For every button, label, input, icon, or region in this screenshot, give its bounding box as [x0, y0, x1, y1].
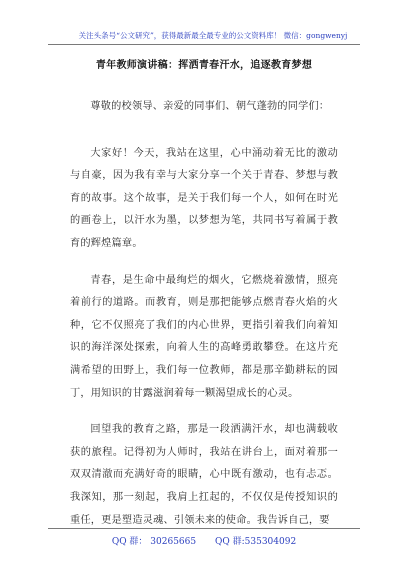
- paragraph: 大家好！今天，我站在这里，心中涌动着无比的激动与自豪，因为我有幸与大家分享一个关于青春、梦想与教育的故事。这个故事，是关于我们每一个人，如何在时光的画卷上，以汗水为墨，以梦想为笔，共同书写着属于教育的辉煌篇章。: [70, 147, 338, 249]
- paragraph: 回望我的教育之路，那是一段洒满汗水，却也满载收获的旅程。记得初为人师时，我站在讲台上，面对着那一双双清澈而充满好奇的眼睛，心中既有激动，也有忐忑。我深知，那一刻起，我肩上扛起的，不仅仅是传授知识的重任，更是塑造灵魂、引领未来的使命。我告诉自己，要: [70, 424, 338, 526]
- qq-group-1: QQ 群： 30265665: [111, 537, 197, 547]
- header-divider: [48, 44, 360, 45]
- paragraph: 青春，是生命中最绚烂的烟火，它燃烧着激情，照亮着前行的道路。而教育，则是那把能够点燃青春火焰的火种，它不仅照亮了我们的内心世界，更指引着我们向着知识的海洋深处探索，向着人生的高峰勇敢攀登。在这片充满希望的田野上，我们每一位教师，都是那辛勤耕耘的园丁，用知识的甘露滋润着每一颗渴望成长的心灵。: [70, 274, 338, 399]
- document-body: [70, 96, 338, 546]
- header-banner: 关注头条号“公文研究”，获得最新最全最专业的公文资料库！ 微信：gongwenyj: [78, 31, 348, 40]
- salutation: 尊敬的校领导、亲爱的同事们、朝气蓬勃的同学们：: [90, 101, 330, 112]
- footer-contacts: [0, 534, 408, 547]
- footer-divider: [48, 528, 360, 529]
- document-title: 青年教师演讲稿：挥洒青春汗水，追逐教育梦想: [95, 60, 313, 71]
- qq-group-2: QQ 群:535304092: [214, 537, 297, 547]
